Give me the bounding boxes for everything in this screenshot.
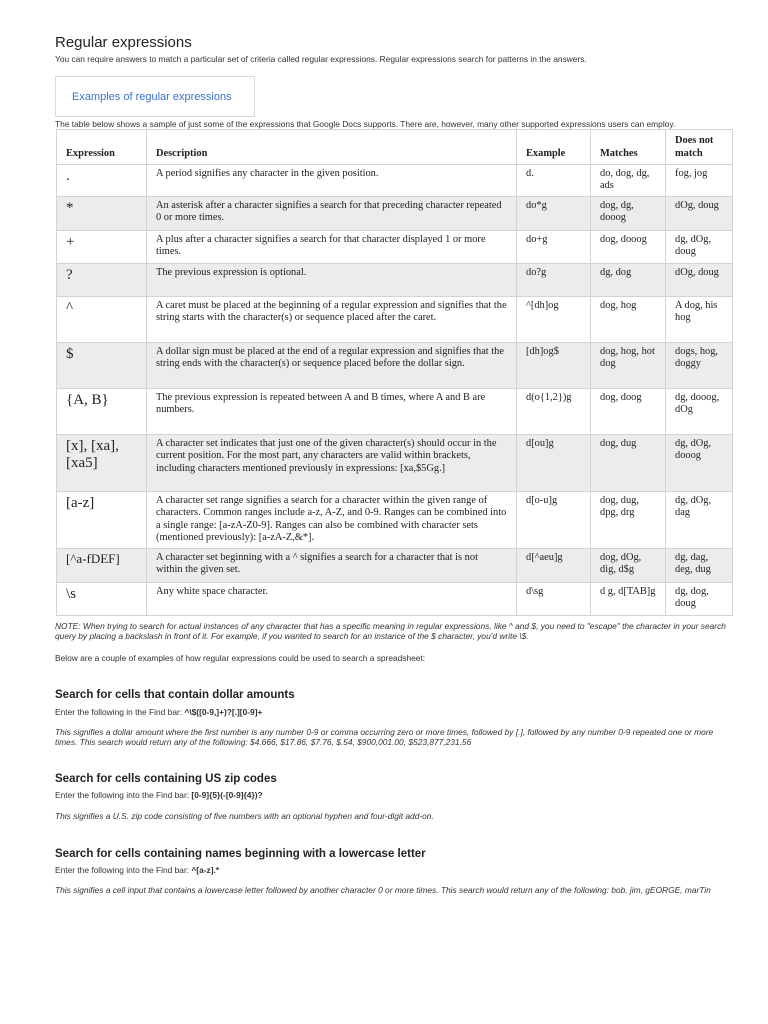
cell-not-match: A dog, his hog (666, 297, 733, 343)
cell-expression: $ (57, 343, 147, 389)
table-row (57, 435, 733, 492)
table-row (57, 492, 733, 549)
table-row (57, 297, 733, 343)
cell-matches: dog, dOg, dig, d$g (591, 549, 666, 583)
table-header-row (57, 130, 733, 165)
header-expression: Expression (57, 130, 147, 165)
examples-tab[interactable] (55, 76, 255, 117)
cell-example: do+g (517, 231, 591, 264)
header-matches: Matches (591, 130, 666, 165)
cell-not-match: dg, dOg, dooog (666, 435, 733, 492)
cell-matches: dog, hog (591, 297, 666, 343)
header-not-match: Does not match (666, 130, 733, 165)
cell-not-match: dg, dooog, dOg (666, 389, 733, 435)
section-heading-dollar: Search for cells that contain dollar amounts (55, 689, 295, 701)
cell-not-match: dg, dag, deg, dug (666, 549, 733, 583)
table-row (57, 389, 733, 435)
cell-description: A character set range signifies a search for a character within the given range of characters. Common ranges include a-z, A-Z, and 0-9. Ranges can be combined into a single range: [a-zA-Z0-9]. Ranges can also be combined with character sets (mentioned previously): [a-zA-Z,&*]. (147, 492, 517, 549)
cell-example: d[o-u]g (517, 492, 591, 549)
cell-description: An asterisk after a character signifies a search for that preceding character repeated 0 or more times. (147, 197, 517, 231)
examples-tab-label[interactable]: Examples of regular expressions (72, 91, 232, 103)
section-description: This signifies a U.S. zip code consisting of five numbers with an optional hyphen and four-digit add-on. (55, 811, 434, 821)
cell-description: A character set beginning with a ^ signifies a search for a character that is not within the given set. (147, 549, 517, 583)
cell-example: d\sg (517, 583, 591, 616)
cell-matches: d g, d[TAB]g (591, 583, 666, 616)
cell-expression: {A, B} (57, 389, 147, 435)
header-description: Description (147, 130, 517, 165)
cell-example: d(o{1,2})g (517, 389, 591, 435)
cell-description: Any white space character. (147, 583, 517, 616)
section-description: This signifies a dollar amount where the first number is any number 0-9 or comma occurring zero or more times, followed by [.], followed by any number 0-9 repeated one or more times. This search would return any of the following: $4.666, $17.86, $7.76, $.54, $900,001.00, $523,877,231.56 (55, 727, 714, 748)
regex-table (56, 129, 733, 616)
cell-expression: ^ (57, 297, 147, 343)
cell-example: d. (517, 165, 591, 197)
cell-expression: ? (57, 264, 147, 297)
cell-expression: [x], [xa], [xa5] (57, 435, 147, 492)
table-row (57, 583, 733, 616)
cell-matches: dog, dg, dooog (591, 197, 666, 231)
cell-matches: dog, dug (591, 435, 666, 492)
cell-not-match: dogs, hog, doggy (666, 343, 733, 389)
find-prefix: Enter the following in the Find bar: (55, 707, 185, 717)
cell-description: The previous expression is optional. (147, 264, 517, 297)
cell-matches: dog, hog, hot dog (591, 343, 666, 389)
cell-not-match: dOg, doug (666, 264, 733, 297)
cell-not-match: dOg, doug (666, 197, 733, 231)
find-expression: ^\$([0-9,]+)?[.][0-9]+ (184, 707, 263, 717)
cell-description: The previous expression is repeated between A and B times, where A and B are numbers. (147, 389, 517, 435)
table-row (57, 264, 733, 297)
cell-expression: * (57, 197, 147, 231)
cell-example: ^[dh]og (517, 297, 591, 343)
intro-text: You can require answers to match a particular set of criteria called regular expressions. Regular expressions search for patterns in the answers. (55, 54, 587, 64)
cell-example: [dh]og$ (517, 343, 591, 389)
find-instruction (55, 790, 263, 800)
page-title: Regular expressions (55, 34, 192, 51)
cell-not-match: fog, jog (666, 165, 733, 197)
cell-expression: + (57, 231, 147, 264)
examples-intro-text: Below are a couple of examples of how regular expressions could be used to search a spreadsheet: (55, 653, 426, 663)
table-intro-text: The table below shows a sample of just some of the expressions that Google Docs supports. There are, however, many other supported expressions users can employ. (55, 119, 676, 129)
cell-expression: [a-z] (57, 492, 147, 549)
table-row (57, 549, 733, 583)
cell-matches: dog, dooog (591, 231, 666, 264)
cell-not-match: dg, dOg, dag (666, 492, 733, 549)
cell-not-match: dg, dOg, doug (666, 231, 733, 264)
table-row (57, 231, 733, 264)
section-heading-lowercase: Search for cells containing names beginning with a lowercase letter (55, 848, 426, 860)
cell-description: A plus after a character signifies a search for that character displayed 1 or more times. (147, 231, 517, 264)
cell-matches: dg, dog (591, 264, 666, 297)
cell-description: A dollar sign must be placed at the end of a regular expression and signifies that the string ends with the character(s) or sequence placed before the dollar sign. (147, 343, 517, 389)
cell-matches: dog, dug, dpg, drg (591, 492, 666, 549)
cell-not-match: dg, dog, doug (666, 583, 733, 616)
cell-example: d[^aeu]g (517, 549, 591, 583)
find-prefix: Enter the following into the Find bar: (55, 865, 192, 875)
cell-example: do?g (517, 264, 591, 297)
cell-description: A caret must be placed at the beginning of a regular expression and signifies that the string starts with the character(s) or sequence placed after the caret. (147, 297, 517, 343)
find-expression: [0-9]{5}(-[0-9]{4})? (191, 790, 263, 800)
cell-expression: . (57, 165, 147, 197)
table-row (57, 197, 733, 231)
cell-example: do*g (517, 197, 591, 231)
section-heading-zip: Search for cells containing US zip codes (55, 773, 277, 785)
section-description: This signifies a cell input that contains a lowercase letter followed by another character 0 or more times. This search would return any of the following: bob, jim, gEORGE, marTin (55, 885, 711, 895)
cell-expression: \s (57, 583, 147, 616)
cell-description: A character set indicates that just one of the given character(s) should occur in the current position. For the most part, any characters are valid within brackets, including characters mentioned previously in expressions: [xa,$5Gg.] (147, 435, 517, 492)
table-row (57, 165, 733, 197)
cell-matches: do, dog, dg, ads (591, 165, 666, 197)
cell-matches: dog, doog (591, 389, 666, 435)
find-expression: ^[a-z].* (191, 865, 220, 875)
cell-description: A period signifies any character in the given position. (147, 165, 517, 197)
find-instruction (55, 865, 219, 875)
cell-example: d[ou]g (517, 435, 591, 492)
note-text: NOTE: When trying to search for actual instances of any character that has a specific meaning in regular expressions, like ^ and $, you need to "escape" the character in your search query by placing a backslash in front of it. For example, if you wanted to search for an instance of the $ character, you'd write \$. (55, 621, 726, 642)
header-example: Example (517, 130, 591, 165)
cell-expression: [^a-fDEF] (57, 549, 147, 583)
find-prefix: Enter the following into the Find bar: (55, 790, 192, 800)
find-instruction (55, 707, 262, 717)
table-row (57, 343, 733, 389)
